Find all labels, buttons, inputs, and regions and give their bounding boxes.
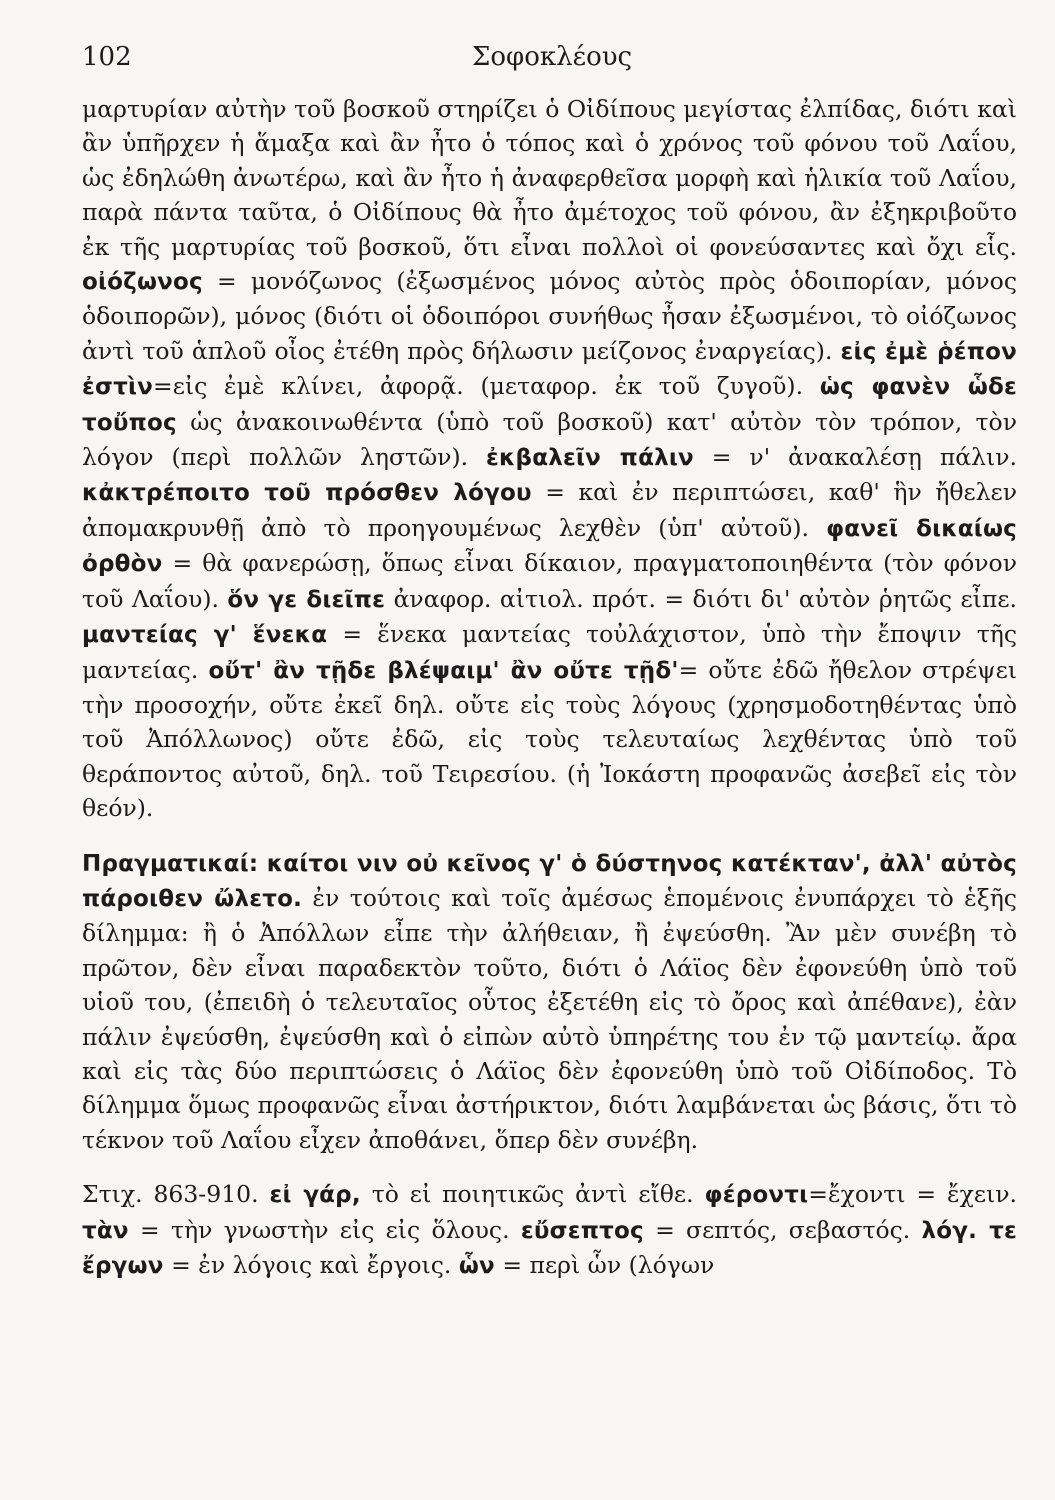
gloss-text: = τὴν γνωστὴν εἰς εἰς ὅλους. [128,1215,521,1244]
gloss-text: = ἐν λόγοις καὶ ἔργοις. [163,1251,459,1279]
gloss-text: = ν' ἀνακαλέσῃ πάλιν. [693,443,1018,472]
running-title: Σοφοκλέους [472,42,633,72]
pragmatikai-paragraph [82,846,1017,1158]
gloss-text: = θὰ φανερώσῃ, ὅπως εἶναι δίκαιον, πραγματοποιηθέντα (τὸν φόνον τοῦ Λαΐου). [82,549,1017,613]
stichoi-paragraph [82,1177,1017,1283]
lemma: κἀκτρέποιτο τοῦ πρόσθεν λόγου [82,480,532,507]
gloss-text: τὸ εἰ ποιητικῶς ἀντὶ εἴθε. [360,1180,705,1209]
gloss-text: = καὶ ἐν περιπτώσει, καθ' ἣν ἤθελεν ἀπομακρυνθῇ ἀπὸ τὸ προηγουμένως λεχθὲν (ὑπ' αὐτοῦ). [82,478,1017,542]
gloss-text: ἐν τούτοις καὶ τοῖς ἀμέσως ἑπομένοις ἐνυπάρχει τὸ ἑξῆς δίλημμα: ἢ ὁ Ἀπόλλων εἶπε τὴν ἀλήθειαν, ἢ ἐψεύσθη. Ἂν μὲν συνέβη τὸ πρῶτον, δὲν εἶναι παραδεκτὸν τοῦτο, διότι ὁ Λάϊος δὲν ἐφονεύθη ὑπὸ τοῦ υἱοῦ του, (ἐπειδὴ ὁ τελευταῖος οὗτος ἐξετέθη εἰς τὸ ὄρος καὶ ἀπέθανε), ἐὰν πάλιν ἐψεύσθη, ἐψεύσθη καὶ ὁ εἰπὼν αὐτὸ ὑπηρέτης του ἐν τῷ μαντείῳ. ἄρα καὶ εἰς τὰς δύο περιπτώσεις ὁ Λάϊος δὲν ἐφονεύθη ὑπὸ τοῦ Οἰδίποδος. Τὸ δίλημμα ὅμως προφανῶς εἶναι ἀστήρικτον, διότι λαμβάνεται ὡς βάσις, ὅτι τὸ τέκνον τοῦ Λαΐου εἶχεν ἀποθάνει, ὅπερ δὲν συνέβη. [82,883,1017,1154]
lemma: ὧν [458,1253,495,1279]
gloss-text: ἀναφορ. αἰτιολ. πρότ. = διότι δι' αὐτὸν ῥητῶς εἶπε. [385,584,1017,613]
lemma: εἰς ἐμὲ ῥέπον ἐστὶν [82,338,1017,401]
page-header [82,34,1017,92]
gloss-text: =εἰς ἐμὲ κλίνει, ἀφορᾷ. (μεταφορ. ἐκ τοῦ ζυγοῦ). [153,372,820,401]
lemma: λόγ. τε ἔργων [82,1217,1017,1279]
lemma: εἰ γάρ, [269,1182,361,1209]
gloss-text: = οὔτε ἐδῶ ἤθελον στρέψει τὴν προσοχήν, οὔτε ἐκεῖ δηλ. οὔτε εἰς τοὺς λόγους (χρησμοδοτηθέντας ὑπὸ τοῦ Ἀπόλλωνος) οὔτε ἐδῶ, εἰς τοὺς τελευταίως λεχθέντας ὑπὸ τοῦ θεράποντος αὐτοῦ, δηλ. τοῦ Τειρεσίου. (ἡ Ἰοκάστη προφανῶς ἀσεβεῖ εἰς τὸν θεόν). [82,655,1018,823]
lemma: οὔτ' ἂν τῇδε βλέψαιμ' ἂν οὔτε τῇδ' [208,657,679,684]
lemma: τὰν [82,1217,129,1244]
lemma: φανεῖ δικαίως ὀρθὸν [82,515,1017,578]
gloss-text: = ἕνεκα μαντείας τοὐλάχιστον, ὑπὸ τὴν ἔποψιν τῆς μαντείας. [82,620,1017,684]
lemma: Πραγματικαί: καίτοι νιν οὐ κεῖνος γ' ὁ δύστηνος κατέκταν', ἀλλ' αὐτὸς πάροιθεν ὤλετο. [82,850,1017,912]
gloss-text: Στιχ. 863-910. [82,1180,270,1209]
lemma: μαντείας γ' ἕνεκα [82,622,328,649]
gloss-text: = σεπτός, σεβαστός. [643,1215,922,1244]
gloss-text: μαρτυρίαν αὐτὴν τοῦ βοσκοῦ στηρίζει ὁ Οἰδίπους μεγίστας ἐλπίδας, διότι καὶ ἂν ὑπῆρχεν ἡ ἅμαξα καὶ ἂν ἦτο ὁ τόπος καὶ ὁ χρόνος τοῦ φόνου τοῦ Λαΐου, ὡς ἐδηλώθη ἀνωτέρω, καὶ ἂν ἦτο ἡ ἀναφερθεῖσα μορφὴ καὶ ἡλικία τοῦ Λαΐου, παρὰ πάντα ταῦτα, ὁ Οἰδίπους θὰ ἦτο ἀμέτοχος τοῦ φόνου, ἂν ἐξηκριβοῦτο ἐκ τῆς μαρτυρίας τοῦ βοσκοῦ, ὅτι εἶναι πολλοὶ οἱ φονεύσαντες καὶ ὄχι εἷς. [82,95,1017,261]
commentary-paragraph [82,92,1017,826]
gloss-text: =ἔχοντι = ἔχειν. [808,1180,1017,1209]
gloss-text: ὡς ἀνακοινωθέντα (ὑπὸ τοῦ βοσκοῦ) κατ' αὐτὸν τὸν τρόπον, τὸν λόγον (περὶ πολλῶν ληστῶν). [82,407,1017,472]
lemma: εὔσεπτος [520,1217,644,1244]
lemma: φέροντι [704,1182,809,1209]
book-page [82,34,1017,1283]
lemma: ὡς φανὲν ὧδε τοὔπος [82,374,1018,436]
lemma: ἐκβαλεῖν πάλιν [486,445,694,472]
page-number: 102 [82,42,132,72]
lemma: ὅν γε διεῖπε [227,586,386,613]
lemma: οἰόζωνος [82,269,203,296]
gloss-text: = περὶ ὧν (λόγων [494,1251,715,1279]
gloss-text: = μονόζωνος (ἐξωσμένος μόνος αὐτὸς πρὸς ὁδοιπορίαν, μόνος ὁδοιπορῶν), μόνος (διότι οἱ ὁδοιπόροι συνήθως ἦσαν ἐξωσμένοι, τὸ οἰόζωνος ἀντὶ τοῦ ἁπλοῦ οἶος ἐτέθη πρὸς δήλωσιν μείζονος ἐναργείας). [82,267,1017,365]
